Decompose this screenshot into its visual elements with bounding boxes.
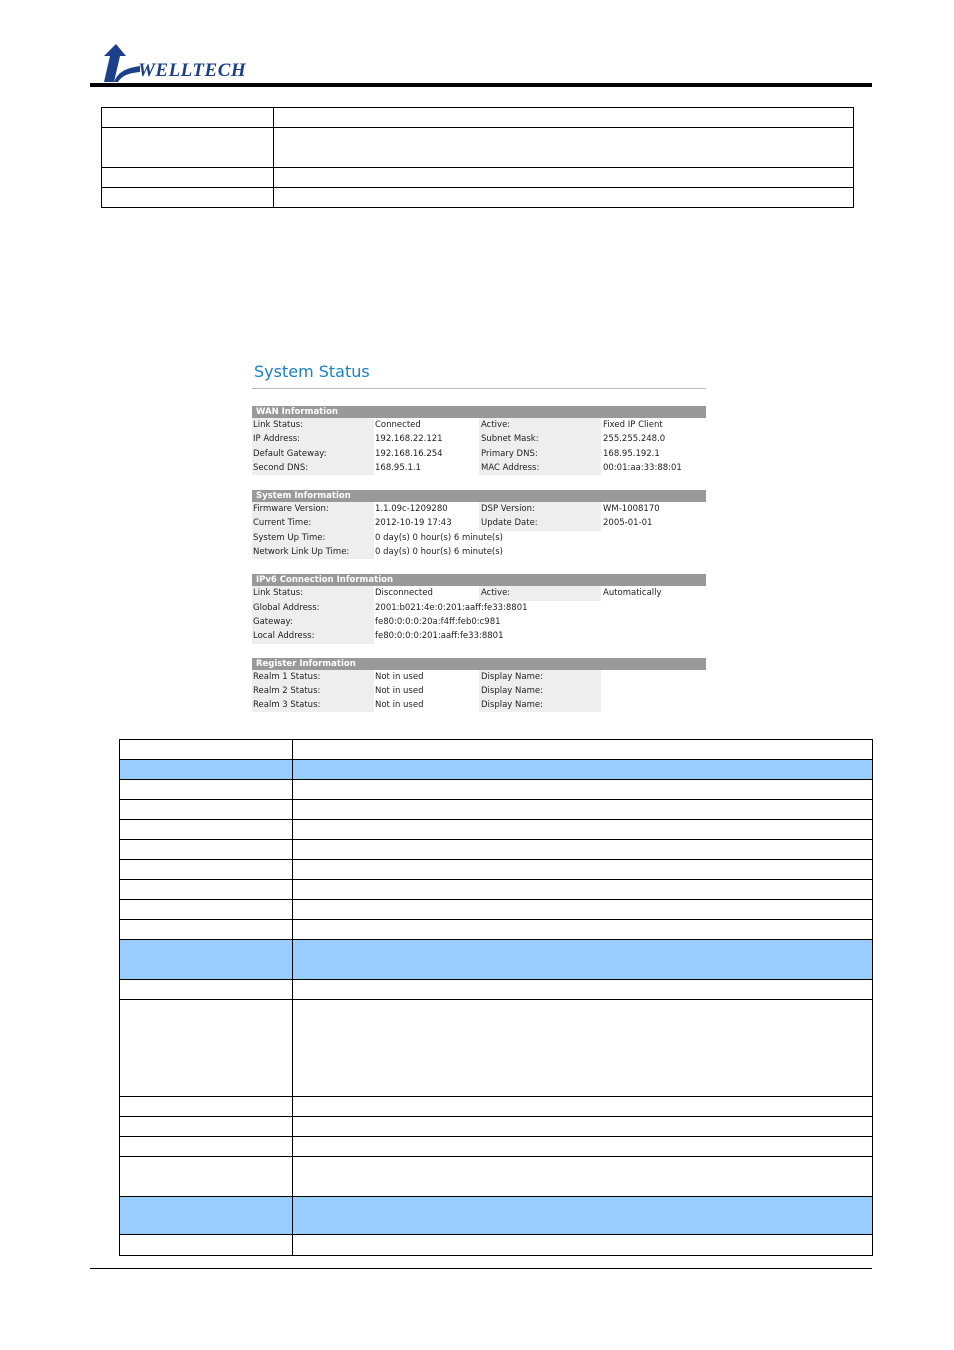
system-label: Network Link Up Time:	[252, 545, 374, 559]
bottom-table-value-cell	[293, 820, 873, 840]
ipv6-information-section	[252, 574, 706, 643]
bottom-table-value-cell	[293, 740, 873, 760]
register-value: Not in used	[375, 700, 424, 711]
register-label: Display Name:	[479, 698, 601, 712]
ipv6-label: Gateway:	[252, 615, 374, 629]
bottom-table-label-cell	[120, 1137, 293, 1157]
bottom-table-label-cell	[120, 860, 293, 880]
register-value	[601, 670, 706, 684]
top-table-row	[102, 128, 854, 168]
wan-value: Fixed IP Client	[603, 420, 663, 430]
bottom-table-label-cell	[120, 1157, 293, 1197]
wan-label: Subnet Mask:	[479, 432, 601, 446]
bottom-table	[119, 739, 873, 1256]
wan-information-section	[252, 406, 706, 475]
ipv6-row	[252, 615, 706, 629]
wan-value: 192.168.22.121	[375, 434, 443, 445]
bottom-table-label-cell	[120, 900, 293, 920]
wan-row	[252, 447, 706, 461]
bottom-table-value-cell	[293, 900, 873, 920]
bottom-table-row	[120, 920, 873, 940]
bottom-table-value-cell	[293, 760, 873, 780]
bottom-table-label-cell	[120, 940, 293, 980]
wan-label: Primary DNS:	[479, 447, 601, 461]
bottom-table-row	[120, 800, 873, 820]
bottom-table-row	[120, 940, 873, 980]
ipv6-row	[252, 629, 706, 643]
system-status-title: System Status	[254, 362, 370, 381]
wan-information-heading: WAN Information	[252, 406, 706, 418]
register-label: Display Name:	[479, 670, 601, 684]
wan-value: 255.255.248.0	[603, 434, 666, 445]
bottom-table-value-cell	[293, 920, 873, 940]
bottom-table-value-cell	[293, 880, 873, 900]
bottom-table-row	[120, 900, 873, 920]
register-row	[252, 684, 706, 698]
register-information-section	[252, 658, 706, 713]
wan-value: 192.168.16.254	[375, 448, 443, 459]
register-label: Realm 3 Status:	[252, 698, 374, 712]
bottom-table-row	[120, 1117, 873, 1137]
top-table-label-cell	[102, 188, 274, 208]
system-information-heading: System Information	[252, 490, 706, 502]
bottom-table-value-cell	[293, 1137, 873, 1157]
bottom-table-label-cell	[120, 1197, 293, 1235]
wan-label: Active:	[479, 418, 601, 432]
bottom-table-value-cell	[293, 780, 873, 800]
wan-label: Link Status:	[252, 418, 374, 432]
wan-row	[252, 461, 706, 475]
bottom-table-row	[120, 840, 873, 860]
bottom-table-label-cell	[120, 840, 293, 860]
system-label: Update Date:	[479, 516, 601, 530]
wan-label: IP Address:	[252, 432, 374, 446]
bottom-table-value-cell	[293, 1157, 873, 1197]
bottom-table-label-cell	[120, 980, 293, 1000]
register-row	[252, 670, 706, 684]
bottom-table-label-cell	[120, 820, 293, 840]
bottom-table-label-cell	[120, 780, 293, 800]
system-value: 2005-01-01	[603, 518, 653, 529]
top-table-row	[102, 188, 854, 208]
bottom-table-row	[120, 1157, 873, 1197]
register-label: Realm 2 Status:	[252, 684, 374, 698]
bottom-table-row	[120, 1097, 873, 1117]
bottom-table-row	[120, 1000, 873, 1097]
welltech-logo	[100, 42, 260, 86]
bottom-table-value-cell	[293, 1000, 873, 1097]
system-value: 1.1.09c-1209280	[375, 504, 448, 515]
bottom-table-row	[120, 980, 873, 1000]
ipv6-label: Local Address:	[252, 629, 374, 643]
system-value: 2012-10-19 17:43	[375, 518, 452, 529]
wan-row	[252, 432, 706, 446]
ipv6-row	[252, 601, 706, 615]
bottom-table-label-cell	[120, 1117, 293, 1137]
ipv6-label: Link Status:	[252, 586, 374, 600]
bottom-table-label-cell	[120, 800, 293, 820]
top-table-value-cell	[274, 168, 854, 188]
bottom-table-label-cell	[120, 760, 293, 780]
system-label: DSP Version:	[479, 502, 601, 516]
top-table-value-cell	[274, 108, 854, 128]
top-table	[101, 107, 854, 208]
system-value: 0 day(s) 0 hour(s) 6 minute(s)	[375, 532, 503, 543]
register-value	[601, 698, 706, 712]
bottom-table-value-cell	[293, 980, 873, 1000]
ipv6-label: Active:	[479, 586, 601, 600]
bottom-table-row	[120, 880, 873, 900]
system-row	[252, 502, 706, 516]
bottom-table-row	[120, 760, 873, 780]
wan-value: 00:01:aa:33:88:01	[603, 462, 682, 473]
register-value: Not in used	[375, 685, 424, 696]
wan-value: 168.95.1.1	[375, 462, 421, 473]
system-row	[252, 531, 706, 545]
bottom-table-row	[120, 1235, 873, 1256]
top-table-label-cell	[102, 168, 274, 188]
bottom-table-label-cell	[120, 1097, 293, 1117]
logo-text: WELLTECH	[138, 60, 247, 81]
header-rule	[90, 83, 872, 87]
logo-arrow-icon	[100, 42, 140, 86]
bottom-table-row	[120, 1197, 873, 1235]
top-table-label-cell	[102, 108, 274, 128]
system-status-screenshot	[252, 360, 706, 712]
bottom-table-row	[120, 1137, 873, 1157]
system-label: Current Time:	[252, 516, 374, 530]
title-divider	[252, 388, 706, 389]
ipv6-row	[252, 586, 706, 600]
top-table-label-cell	[102, 128, 274, 168]
bottom-table-value-cell	[293, 860, 873, 880]
bottom-table-label-cell	[120, 740, 293, 760]
wan-row	[252, 418, 706, 432]
register-information-heading: Register Information	[252, 658, 706, 670]
bottom-table-value-cell	[293, 800, 873, 820]
bottom-table-value-cell	[293, 1197, 873, 1235]
bottom-table-value-cell	[293, 1097, 873, 1117]
bottom-table-row	[120, 780, 873, 800]
register-value: Not in used	[375, 671, 424, 682]
bottom-table-row	[120, 740, 873, 760]
bottom-table-label-cell	[120, 880, 293, 900]
bottom-table-value-cell	[293, 840, 873, 860]
top-table-value-cell	[274, 128, 854, 168]
wan-value: Connected	[375, 420, 421, 430]
wan-label: MAC Address:	[479, 461, 601, 475]
wan-label: Default Gateway:	[252, 447, 374, 461]
system-value: 0 day(s) 0 hour(s) 6 minute(s)	[375, 547, 503, 558]
system-label: System Up Time:	[252, 531, 374, 545]
bottom-table-label-cell	[120, 1000, 293, 1097]
bottom-table-value-cell	[293, 1235, 873, 1256]
system-information-section	[252, 490, 706, 559]
wan-label: Second DNS:	[252, 461, 374, 475]
register-row	[252, 698, 706, 712]
register-label: Realm 1 Status:	[252, 670, 374, 684]
bottom-table-label-cell	[120, 920, 293, 940]
ipv6-information-heading: IPv6 Connection Information	[252, 574, 706, 586]
footer-rule	[90, 1268, 872, 1269]
ipv6-value: Automatically	[603, 588, 662, 599]
top-table-row	[102, 108, 854, 128]
system-value: WM-1008170	[603, 504, 660, 515]
top-table-row	[102, 168, 854, 188]
ipv6-label: Global Address:	[252, 601, 374, 615]
bottom-table-value-cell	[293, 940, 873, 980]
ipv6-value: 2001:b021:4e:0:201:aaff:fe33:8801	[375, 602, 528, 613]
ipv6-value: fe80:0:0:0:201:aaff:fe33:8801	[375, 631, 504, 642]
system-row	[252, 516, 706, 530]
bottom-table-value-cell	[293, 1117, 873, 1137]
system-row	[252, 545, 706, 559]
register-value	[601, 684, 706, 698]
wan-value: 168.95.192.1	[603, 448, 660, 459]
register-label: Display Name:	[479, 684, 601, 698]
bottom-table-label-cell	[120, 1235, 293, 1256]
bottom-table-row	[120, 820, 873, 840]
ipv6-value: Disconnected	[375, 588, 433, 599]
bottom-table-row	[120, 860, 873, 880]
top-table-value-cell	[274, 188, 854, 208]
system-label: Firmware Version:	[252, 502, 374, 516]
ipv6-value: fe80:0:0:0:20a:f4ff:feb0:c981	[375, 616, 501, 627]
